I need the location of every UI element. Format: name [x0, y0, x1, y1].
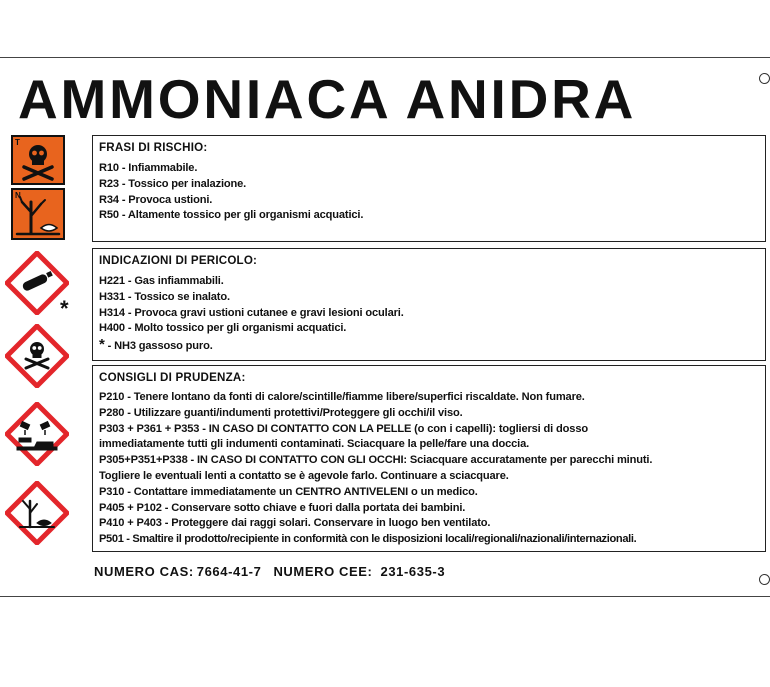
- hazard-statement-line: H331 - Tossico se inalato.: [99, 290, 230, 303]
- precaution-line: P305+P351+P338 - IN CASO DI CONTATTO CON GLI OCCHI: Sciacquare accuratamente per parecchi minuti.: [99, 454, 653, 467]
- environment-letter: N: [15, 191, 21, 200]
- toxic-ghs-pictogram: [5, 324, 69, 388]
- precaution-line: P303 + P361 + P353 - IN CASO DI CONTATTO CON LA PELLE (o con i capelli): togliersi di dosso: [99, 422, 588, 435]
- precaution-line: immediatamente tutti gli indumenti contaminati. Sciacquare la pelle/fare una doccia.: [99, 438, 530, 451]
- risk-phrase-line: R23 - Tossico per inalazione.: [99, 177, 247, 190]
- sign-title: AMMONIACA ANIDRA: [18, 68, 637, 130]
- risk-phrases-box: [92, 135, 766, 242]
- environment-ghs-pictogram: [5, 481, 69, 545]
- hazard-statement-line: H314 - Provoca gravi ustioni cutanee e gravi lesioni oculari.: [99, 306, 404, 319]
- hazard-statement-line: H400 - Molto tossico per gli organismi acquatici.: [99, 322, 347, 335]
- precautionary-statements-box: [92, 365, 766, 552]
- precaution-line: P210 - Tenere lontano da fonti di calore/scintille/fiamme libere/superfici riscaldate. Non fumare.: [99, 391, 585, 403]
- hazard-note-line: [99, 337, 759, 355]
- hazard-statement-line: H221 - Gas infiammabili.: [99, 275, 224, 287]
- precautionary-statements-heading: CONSIGLI DI PRUDENZA:: [99, 371, 246, 384]
- precaution-line: P280 - Utilizzare guanti/indumenti protettivi/Proteggere gli occhi/il viso.: [99, 406, 463, 419]
- cee-number: 231-635-3: [380, 564, 446, 579]
- note-text: - NH3 gassoso puro.: [104, 340, 213, 353]
- toxic-orange-pictogram: [11, 135, 65, 185]
- hazard-statements-box: [92, 248, 766, 361]
- cas-number: 7664-41-7: [196, 564, 262, 579]
- risk-phrases-heading: FRASI DI RISCHIO:: [99, 141, 208, 154]
- mounting-hole-bottom: [759, 574, 770, 585]
- cee-label: NUMERO CEE:: [273, 564, 373, 579]
- identification-numbers: [94, 564, 451, 579]
- cas-label: NUMERO CAS:: [94, 564, 194, 579]
- environment-orange-pictogram: [11, 188, 65, 240]
- toxic-letter: T: [15, 138, 20, 147]
- precaution-line: P405 + P102 - Conservare sotto chiave e fuori dalla portata dei bambini.: [99, 501, 466, 514]
- asterisk-mark: *: [60, 296, 69, 321]
- corrosive-ghs-pictogram: [5, 402, 69, 466]
- risk-phrase-line: R50 - Altamente tossico per gli organismi acquatici.: [99, 209, 364, 222]
- risk-phrase-line: R34 - Provoca ustioni.: [99, 193, 213, 206]
- chemical-sign: [0, 57, 770, 597]
- precaution-line: P501 - Smaltire il prodotto/recipiente in conformità con le disposizioni locali/regionali/nazionali/internazionali.: [99, 533, 637, 546]
- precaution-line: Togliere le eventuali lenti a contatto se è agevole farlo. Continuare a sciacquare.: [99, 469, 509, 482]
- note-asterisk: *: [99, 336, 105, 354]
- risk-phrase-line: R10 - Infiammabile.: [99, 162, 198, 174]
- precaution-line: P310 - Contattare immediatamente un CENTRO ANTIVELENI o un medico.: [99, 485, 478, 498]
- hazard-statements-heading: INDICAZIONI DI PERICOLO:: [99, 254, 258, 267]
- precaution-line: P410 + P403 - Proteggere dai raggi solari. Conservare in luogo ben ventilato.: [99, 517, 491, 530]
- mounting-hole-top: [759, 73, 770, 84]
